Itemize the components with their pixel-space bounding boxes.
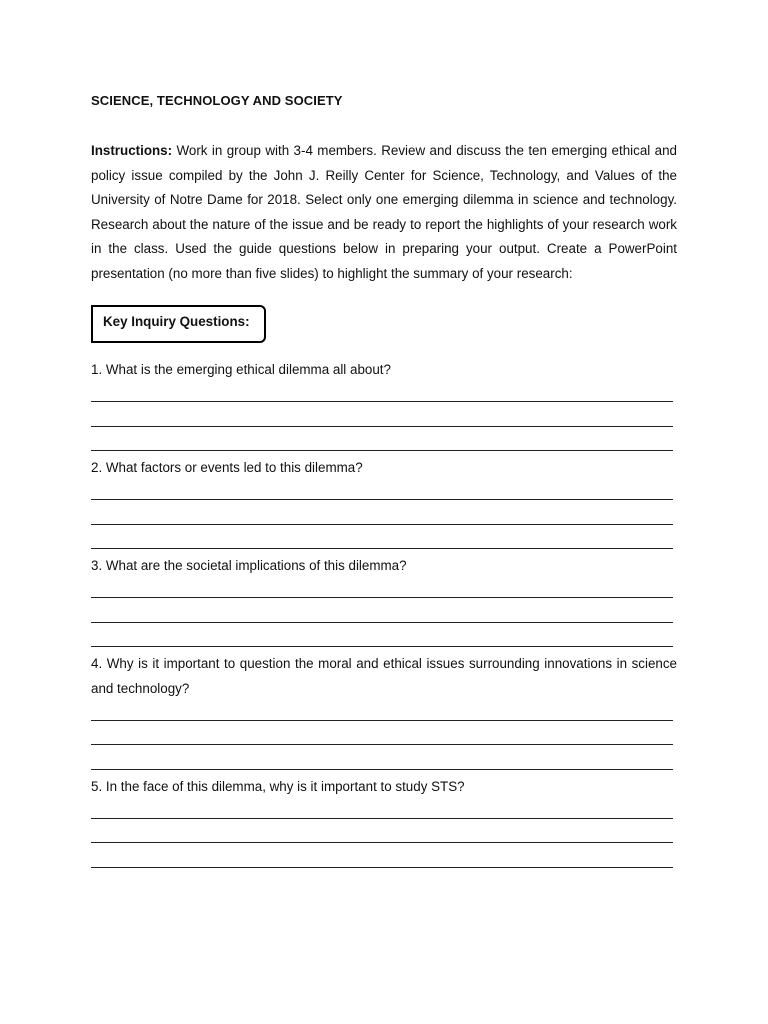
question-5: 5. In the face of this dilemma, why is it important to study STS? <box>91 779 465 794</box>
answer-line[interactable] <box>91 450 673 451</box>
answer-line[interactable] <box>91 842 673 843</box>
answer-line[interactable] <box>91 499 673 500</box>
key-questions-heading: Key Inquiry Questions: <box>103 314 250 329</box>
answer-line[interactable] <box>91 548 673 549</box>
answer-line[interactable] <box>91 524 673 525</box>
key-questions-box <box>91 305 266 343</box>
answer-line[interactable] <box>91 622 673 623</box>
question-2: 2. What factors or events led to this dilemma? <box>91 460 363 475</box>
instructions-label: Instructions: <box>91 143 173 158</box>
question-1: 1. What is the emerging ethical dilemma all about? <box>91 362 391 377</box>
document-title: SCIENCE, TECHNOLOGY AND SOCIETY <box>91 93 343 108</box>
answer-line[interactable] <box>91 426 673 427</box>
instructions-paragraph <box>91 139 677 286</box>
question-4: 4. Why is it important to question the moral and ethical issues surrounding innovations in science and technology? <box>91 656 677 696</box>
answer-line[interactable] <box>91 597 673 598</box>
answer-line[interactable] <box>91 867 673 868</box>
question-3: 3. What are the societal implications of this dilemma? <box>91 558 407 573</box>
answer-line[interactable] <box>91 744 673 745</box>
answer-line[interactable] <box>91 646 673 647</box>
answer-line[interactable] <box>91 769 673 770</box>
answer-line[interactable] <box>91 720 673 721</box>
answer-line[interactable] <box>91 818 673 819</box>
answer-line[interactable] <box>91 401 673 402</box>
instructions-text: Work in group with 3-4 members. Review and discuss the ten emerging ethical and policy issue compiled by the John J. Reilly Center for Science, Technology, and Values of the University of Notre Dame for 2018. Select only one emerging dilemma in science and technology. Research about the nature of the issue and be ready to report the highlights of your research work in the class. Used the guide questions below in preparing your output. Create a PowerPoint presentation (no more than five slides) to highlight the summary of your research: <box>91 143 677 281</box>
